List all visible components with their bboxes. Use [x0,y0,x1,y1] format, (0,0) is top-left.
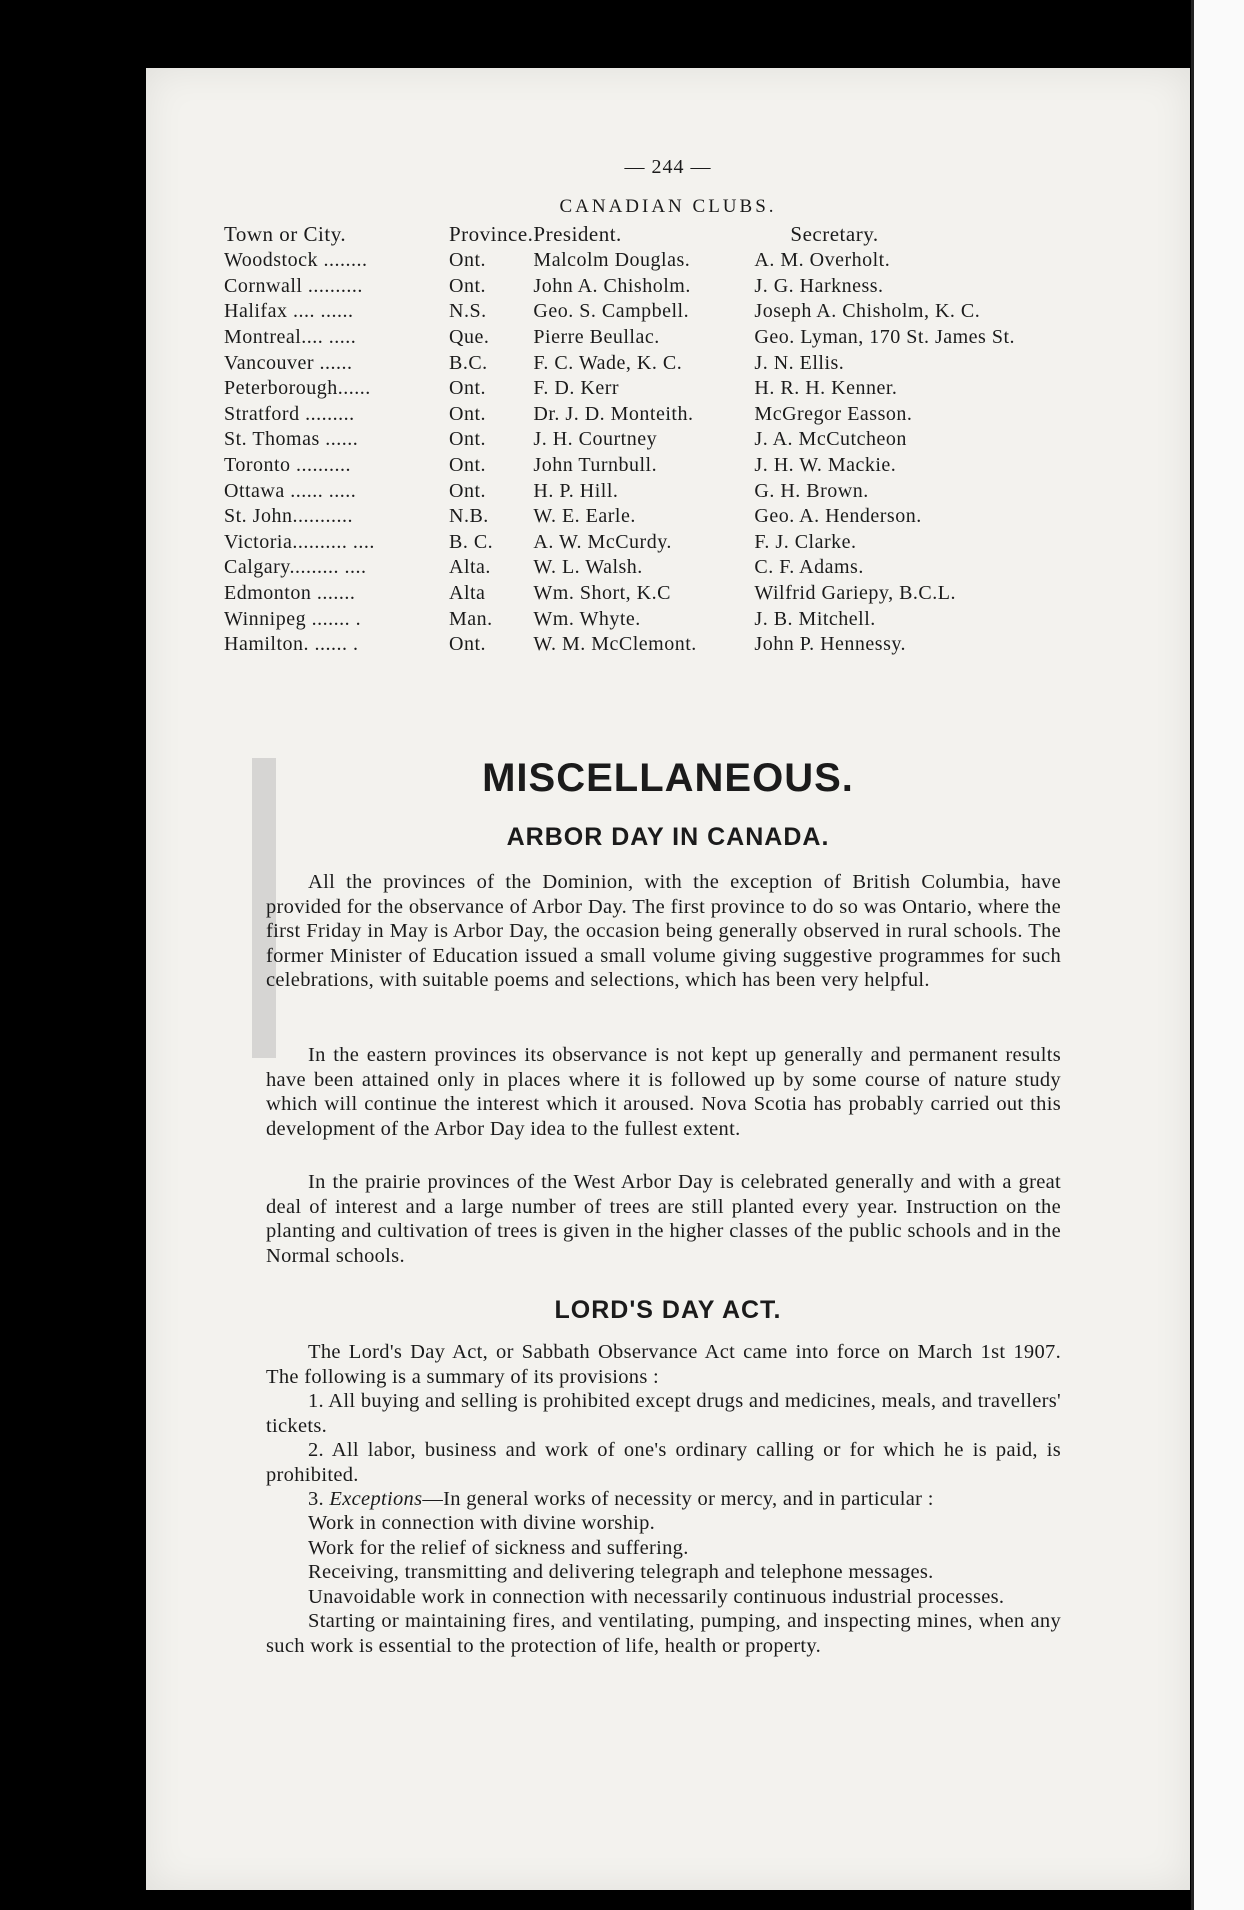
provision-2: 2. All labor, business and work of one's ordinary calling or for which he is paid, is prohibited. [266,1439,1061,1486]
cell-president: Malcolm Douglas. [533,249,691,272]
cell-president: Wm. Whyte. [533,607,641,630]
cell-president: F. C. Wade, K. C. [533,351,683,374]
cell-secretary: J. H. W. Mackie. [754,454,897,477]
exception-item: Unavoidable work in connection with necessarily continuous industrial processes. [308,1585,1005,1608]
table-row [224,402,1164,428]
cell-secretary: J. G. Harkness. [754,274,884,297]
cell-town: St. Thomas ...... [224,428,359,451]
table-header-row [224,220,1164,248]
lords-heading: LORD'S DAY ACT. [554,1296,782,1324]
cell-secretary: Joseph A. Chisholm, K. C. [754,300,981,323]
arbor-heading: ARBOR DAY IN CANADA. [506,823,830,851]
arbor-paragraph-2: In the eastern provinces its observance is not kept up generally and permanent results have been attained only in places where it is followed up by some course of nature study which will continue the interest which it aroused. Nova Scotia has probably carried out this development of the Arbor Day idea to the fullest extent. [266,1044,1061,1140]
cell-president: Wm. Short, K.C [533,582,671,605]
cell-town: Vancouver ...... [224,351,353,374]
cell-town: Hamilton. ...... . [224,633,359,656]
cell-town: Montreal.... ..... [224,326,357,349]
table-row [224,581,1164,607]
provision-3-text: —In general works of necessity or mercy, and in particular : [422,1488,934,1510]
clubs-table-body [224,248,1164,658]
table-row [224,325,1164,351]
cell-town: Stratford ......... [224,402,355,425]
cell-province: Ont. [449,428,486,451]
cell-secretary: J. N. Ellis. [754,351,845,374]
table-row [224,376,1164,402]
cell-province: Ont. [449,249,486,272]
misc-heading: MISCELLANEOUS. [482,756,854,800]
cell-president: F. D. Kerr [533,377,620,400]
scan-margin-right [1194,0,1244,1910]
cell-president: A. W. McCurdy. [533,530,672,553]
cell-province: Ont. [449,633,486,656]
table-row [224,555,1164,581]
cell-province: Alta. [449,556,491,579]
table-row [224,248,1164,274]
cell-province: Ont. [449,479,486,502]
table-row [224,632,1164,658]
provision-3 [266,1487,1061,1512]
arbor-paragraph-3: In the prairie provinces of the West Arbor Day is celebrated generally and with a great deal of interest and a large number of trees are still planted every year. Instruction on the planting and cultivation of trees is given in the higher classes of the public schools and in the Normal schools. [266,1171,1061,1267]
cell-province: N.S. [449,300,487,323]
document-page [146,68,1190,1890]
table-row [224,504,1164,530]
scan-edge-line [1191,0,1194,1910]
provision-3-number: 3. [308,1488,324,1510]
exception-item: Starting or maintaining fires, and ventilating, pumping, and inspecting mines, when any such work is essential to the protection of life, health or property. [266,1610,1061,1657]
cell-province: B. C. [449,530,494,553]
cell-president: John Turnbull. [533,454,658,477]
exception-item: Work in connection with divine worship. [308,1512,656,1534]
cell-president: W. M. McClemont. [533,633,697,656]
cell-town: Ottawa ...... ..... [224,479,357,502]
cell-president: John A. Chisholm. [533,274,691,297]
header-town: Town or City. [224,221,347,246]
cell-province: Ont. [449,402,486,425]
exception-item: Work for the relief of sickness and suffering. [308,1536,689,1559]
cell-province: B.C. [449,351,488,374]
table-row [224,453,1164,479]
cell-secretary: C. F. Adams. [754,556,864,579]
cell-secretary: J. A. McCutcheon [754,428,907,451]
clubs-table [224,220,1164,658]
cell-town: St. John........... [224,505,353,528]
table-caption: CANADIAN CLUBS. [559,196,777,217]
cell-town: Toronto .......... [224,454,352,477]
table-row [224,530,1164,556]
table-row [224,606,1164,632]
header-secretary: Secretary. [790,221,879,246]
cell-province: Man. [449,607,493,630]
cell-town: Calgary......... .... [224,556,367,579]
cell-secretary: A. M. Overholt. [754,249,891,272]
provision-3-exceptions-label: Exceptions [329,1488,423,1510]
table-row [224,350,1164,376]
header-president: President. [533,221,622,246]
cell-province: Alta [449,582,486,605]
cell-secretary: J. B. Mitchell. [754,607,876,630]
cell-town: Cornwall .......... [224,274,363,297]
cell-secretary: Geo. Lyman, 170 St. James St. [754,326,1016,349]
cell-province: Ont. [449,377,486,400]
provision-1: 1. All buying and selling is prohibited except drugs and medicines, meals, and travellers' tickets. [266,1390,1061,1437]
table-row [224,427,1164,453]
cell-province: Ont. [449,454,486,477]
cell-president: J. H. Courtney [533,428,658,451]
header-province: Province. [449,221,534,246]
cell-province: N.B. [449,505,489,528]
cell-town: Winnipeg ....... . [224,607,362,630]
table-row [224,274,1164,300]
cell-president: Geo. S. Campbell. [533,300,690,323]
cell-secretary: Geo. A. Henderson. [754,505,922,528]
cell-secretary: Wilfrid Gariepy, B.C.L. [754,582,956,605]
cell-president: H. P. Hill. [533,479,619,502]
cell-president: W. E. Earle. [533,505,636,528]
page-number: — 244 — [624,156,712,178]
cell-province: Que. [449,326,490,349]
cell-town: Edmonton ....... [224,582,356,605]
cell-president: Dr. J. D. Monteith. [533,402,694,425]
cell-secretary: G. H. Brown. [754,479,869,502]
cell-secretary: John P. Hennessy. [754,633,907,656]
cell-secretary: H. R. H. Kenner. [754,377,898,400]
cell-town: Peterborough...... [224,377,371,400]
exception-item: Receiving, transmitting and delivering telegraph and telephone messages. [308,1561,934,1583]
table-row [224,478,1164,504]
cell-secretary: McGregor Easson. [754,402,913,425]
cell-town: Woodstock ........ [224,249,368,272]
cell-town: Victoria.......... .... [224,530,375,553]
cell-secretary: F. J. Clarke. [754,530,857,553]
exceptions-list [266,1511,1061,1658]
arbor-paragraph-1: All the provinces of the Dominion, with the exception of British Columbia, have provided for the observance of Arbor Day. The first province to do so was Ontario, where the first Friday in May is Arbor Day, the occasion being generally observed in rural schools. The former Minister of Education issued a small volume giving suggestive programmes for such celebrations, with suitable poems and selections, which has been very helpful. [266,871,1061,991]
cell-president: Pierre Beullac. [533,326,660,349]
cell-president: W. L. Walsh. [533,556,643,579]
cell-province: Ont. [449,274,486,297]
lords-intro: The Lord's Day Act, or Sabbath Observance Act came into force on March 1st 1907. The following is a summary of its provisions : [266,1341,1061,1388]
cell-town: Halifax .... ...... [224,300,354,323]
table-row [224,299,1164,325]
